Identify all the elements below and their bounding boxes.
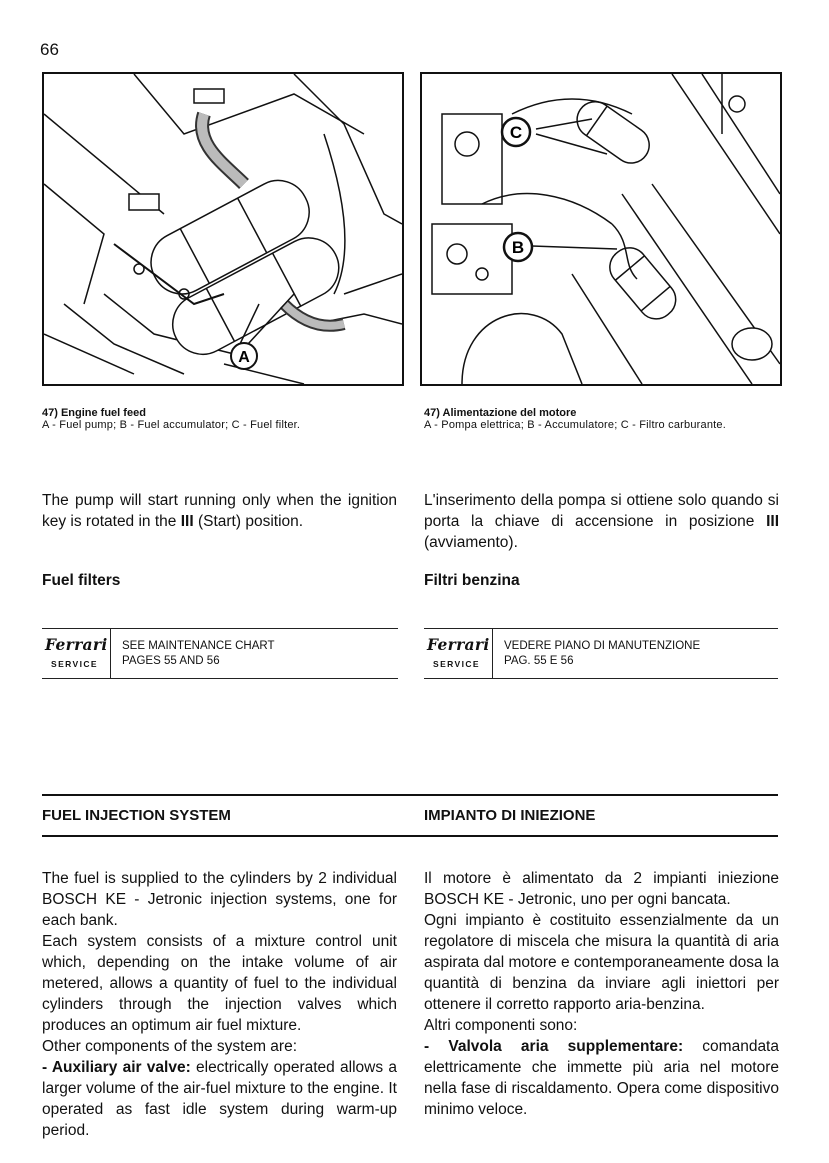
page-number: 66	[40, 40, 59, 59]
left-body-p4: electrically operated allows a larger volume of the air-fuel mixture to the engine. It operated as fast idle system during warm-up period.	[42, 1059, 398, 1139]
service-label: SERVICE	[51, 659, 98, 669]
left-subheading: Fuel filters	[42, 572, 121, 589]
ferrari-service-logo	[424, 629, 493, 678]
left-service-text	[122, 639, 275, 669]
left-section-heading: FUEL INJECTION SYSTEM	[42, 807, 231, 824]
right-body-p4-bold: - Valvola aria supplementare:	[424, 1038, 684, 1055]
left-body-p2: Each system consists of a mixture control unit which, depending on the intake volume of air metered, allows a quantity of fuel to the individual cylinders through the injection valves which produces an optimum air fuel mixture.	[42, 933, 397, 1034]
right-body-text	[424, 868, 779, 1120]
right-caption	[424, 407, 776, 432]
ferrari-service-logo	[42, 629, 111, 678]
ferrari-logo-text: Ferrari	[45, 635, 108, 654]
left-caption-title: 47) Engine fuel feed	[42, 407, 146, 419]
section-bottom-rule	[42, 835, 778, 837]
engine-bay-drawing	[422, 74, 780, 384]
section-top-rule	[42, 794, 778, 796]
left-para1-end: (Start) position.	[197, 513, 304, 530]
callout-c: C	[509, 123, 523, 142]
left-caption-text: A - Fuel pump; B - Fuel accumulator; C - Fuel filter.	[42, 419, 301, 431]
ferrari-logo-text: Ferrari	[427, 635, 490, 654]
fuel-pump-drawing	[44, 74, 402, 384]
left-service-line2: PAGES 55 AND 56	[122, 655, 220, 667]
right-body-p3: Altri componenti sono:	[424, 1017, 578, 1034]
right-service-text	[504, 639, 700, 669]
right-section-heading: IMPIANTO DI INIEZIONE	[424, 807, 596, 824]
right-para1-end: (avviamento).	[424, 534, 518, 551]
right-pump-paragraph	[424, 490, 779, 553]
left-pump-paragraph	[42, 490, 397, 532]
right-para1-bold: III	[766, 513, 779, 530]
figure-engine-bay	[420, 72, 782, 386]
left-body-text	[42, 868, 397, 1141]
left-body-p1: The fuel is supplied to the cylinders by 2 individual BOSCH KE - Jetronic injection systems, one for each bank.	[42, 870, 397, 929]
callout-b: B	[511, 238, 525, 257]
left-service-line1: SEE MAINTENANCE CHART	[122, 640, 275, 652]
left-body-p4-bold: - Auxiliary air valve:	[42, 1059, 191, 1076]
left-service-box	[42, 628, 398, 679]
right-caption-title: 47) Alimentazione del motore	[424, 407, 577, 419]
right-body-p4: comandata elettricamente che immette più aria nel motore nella fase di riscaldamento. Opera come dispositivo minimo veloce.	[424, 1038, 779, 1118]
right-service-line2: PAG. 55 E 56	[504, 655, 574, 667]
service-label: SERVICE	[433, 659, 480, 669]
left-body-p3: Other components of the system are:	[42, 1038, 298, 1055]
right-body-p2: Ogni impianto è costituito essenzialmente da un regolatore di miscela che misura la quantità di aria aspirata dal motore e contemporaneamente dosa la quantità di benzina da inviare agli iniettori per ottenere il corretto rapporto aria-benzina.	[424, 912, 779, 1013]
figure-engine-fuel-feed	[42, 72, 404, 386]
left-para1-text: The pump will start running only when the ignition key is rotated in the	[42, 492, 397, 530]
left-caption	[42, 407, 372, 432]
right-service-box	[424, 628, 778, 679]
callout-a: A	[238, 349, 250, 366]
right-caption-text: A - Pompa elettrica; B - Accumulatore; C - Filtro carburante.	[424, 419, 726, 431]
right-service-line1: VEDERE PIANO DI MANUTENZIONE	[504, 640, 701, 652]
right-subheading: Filtri benzina	[424, 572, 520, 589]
right-body-p1: Il motore è alimentato da 2 impianti iniezione BOSCH KE - Jetronic, uno per ogni bancata.	[424, 870, 779, 908]
right-para1-text: L'inserimento della pompa si ottiene solo quando si porta la chiave di accensione in posizione	[424, 492, 779, 530]
left-para1-bold: III	[180, 513, 194, 530]
